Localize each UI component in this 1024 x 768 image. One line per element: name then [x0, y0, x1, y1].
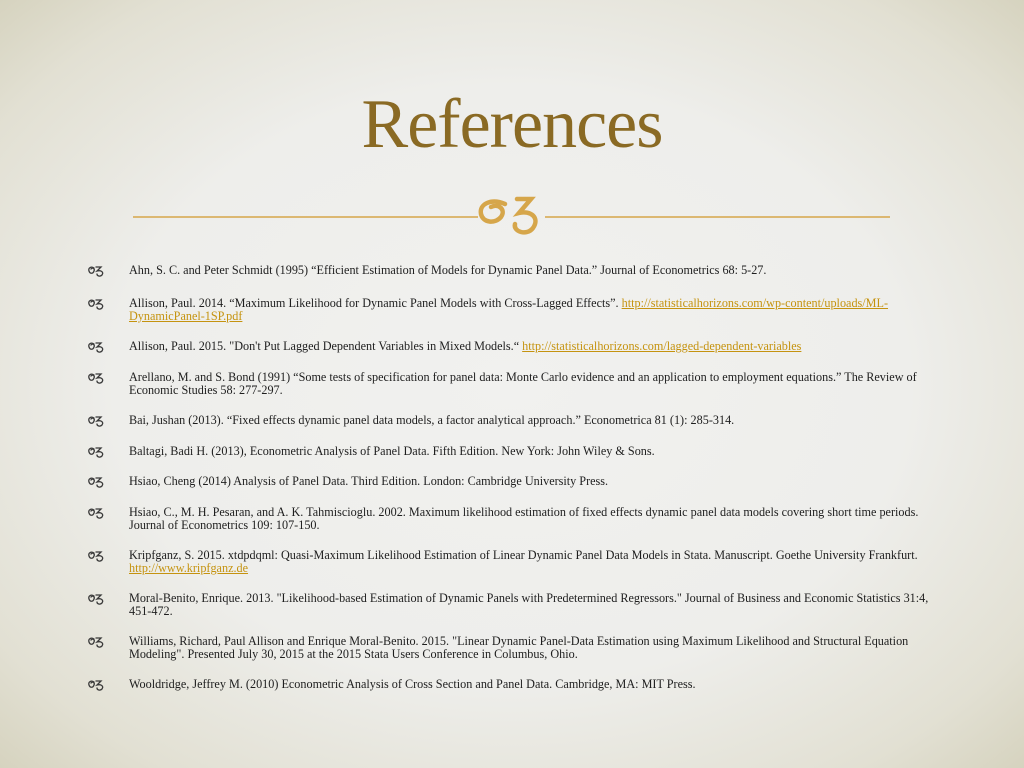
reference-text: [129, 297, 939, 323]
swirl-ornament-icon: [481, 199, 536, 232]
reference-citation: Arellano, M. and S. Bond (1991) “Some tests of specification for panel data: Monte Carlo evidence and an application to employment equations.” The Review of Economic Studies 58: 277-297.: [129, 370, 917, 397]
swirl-bullet-icon: [87, 415, 105, 427]
reference-link[interactable]: http://www.kripfganz.de: [129, 561, 249, 575]
reference-text: [129, 445, 939, 458]
slide-title: References: [361, 86, 663, 163]
reference-citation: Baltagi, Badi H. (2013), Econometric Analysis of Panel Data. Fifth Edition. New York: John Wiley & Sons.: [129, 444, 655, 458]
reference-citation: Ahn, S. C. and Peter Schmidt (1995) “Efficient Estimation of Models for Dynamic Panel Data.” Journal of Econometrics 68: 5-27.: [129, 263, 767, 277]
reference-citation: Allison, Paul. 2014. “Maximum Likelihood for Dynamic Panel Models with Cross-Lagged Effects”.: [129, 296, 622, 310]
title-divider: [133, 190, 890, 240]
reference-citation: Allison, Paul. 2015. "Don't Put Lagged Dependent Variables in Mixed Models.“: [129, 339, 523, 353]
reference-citation: Williams, Richard, Paul Allison and Enrique Moral-Benito. 2015. "Linear Dynamic Panel-Data Estimation using Maximum Likelihood and Structural Equation Modeling". Presented July 30, 2015 at the 2015 Stata Users Conference in Columbus, Ohio.: [129, 634, 909, 661]
swirl-bullet-icon: [87, 679, 105, 691]
swirl-bullet-icon: [87, 341, 105, 353]
reference-citation: Moral-Benito, Enrique. 2013. "Likelihood-based Estimation of Dynamic Panels with Predetermined Regressors." Journal of Business and Economic Statistics 31:4, 451-472.: [129, 591, 929, 618]
reference-citation: Wooldridge, Jeffrey M. (2010) Econometric Analysis of Cross Section and Panel Data. Cambridge, MA: MIT Press.: [129, 677, 696, 691]
swirl-bullet-icon: [87, 636, 105, 648]
swirl-bullet-icon: [87, 265, 105, 277]
swirl-bullet-icon: [87, 372, 105, 384]
reference-text: [129, 506, 939, 532]
swirl-bullet-icon: [87, 550, 105, 562]
swirl-bullet-icon: [87, 298, 105, 310]
reference-citation: Bai, Jushan (2013). “Fixed effects dynamic panel data models, a factor analytical approach.” Econometrica 81 (1): 285-314.: [129, 413, 735, 427]
reference-citation: Kripfganz, S. 2015. xtdpdqml: Quasi-Maximum Likelihood Estimation of Linear Dynamic Panel Data Models in Stata. Manuscript. Goethe University Frankfurt.: [129, 548, 918, 562]
reference-text: [129, 371, 939, 397]
swirl-bullet-icon: [87, 446, 105, 458]
reference-citation: Hsiao, Cheng (2014) Analysis of Panel Data. Third Edition. London: Cambridge University Press.: [129, 474, 609, 488]
reference-link[interactable]: http://statisticalhorizons.com/lagged-dependent-variables: [522, 339, 802, 353]
reference-text: [129, 635, 939, 661]
reference-text: [129, 264, 939, 277]
reference-text: [129, 592, 939, 618]
swirl-bullet-icon: [87, 593, 105, 605]
reference-text: [129, 340, 939, 353]
reference-text: [129, 678, 939, 691]
reference-text: [129, 475, 939, 488]
reference-text: [129, 549, 939, 575]
swirl-bullet-icon: [87, 507, 105, 519]
reference-text: [129, 414, 939, 427]
reference-link[interactable]: http://statisticalhorizons.com/wp-content/uploads/ML-DynamicPanel-1SP.pdf: [129, 296, 889, 323]
reference-citation: Hsiao, C., M. H. Pesaran, and A. K. Tahmiscioglu. 2002. Maximum likelihood estimation of fixed effects dynamic panel data models covering short time periods. Journal of Econometrics 109: 107-150.: [129, 505, 919, 532]
swirl-bullet-icon: [87, 476, 105, 488]
